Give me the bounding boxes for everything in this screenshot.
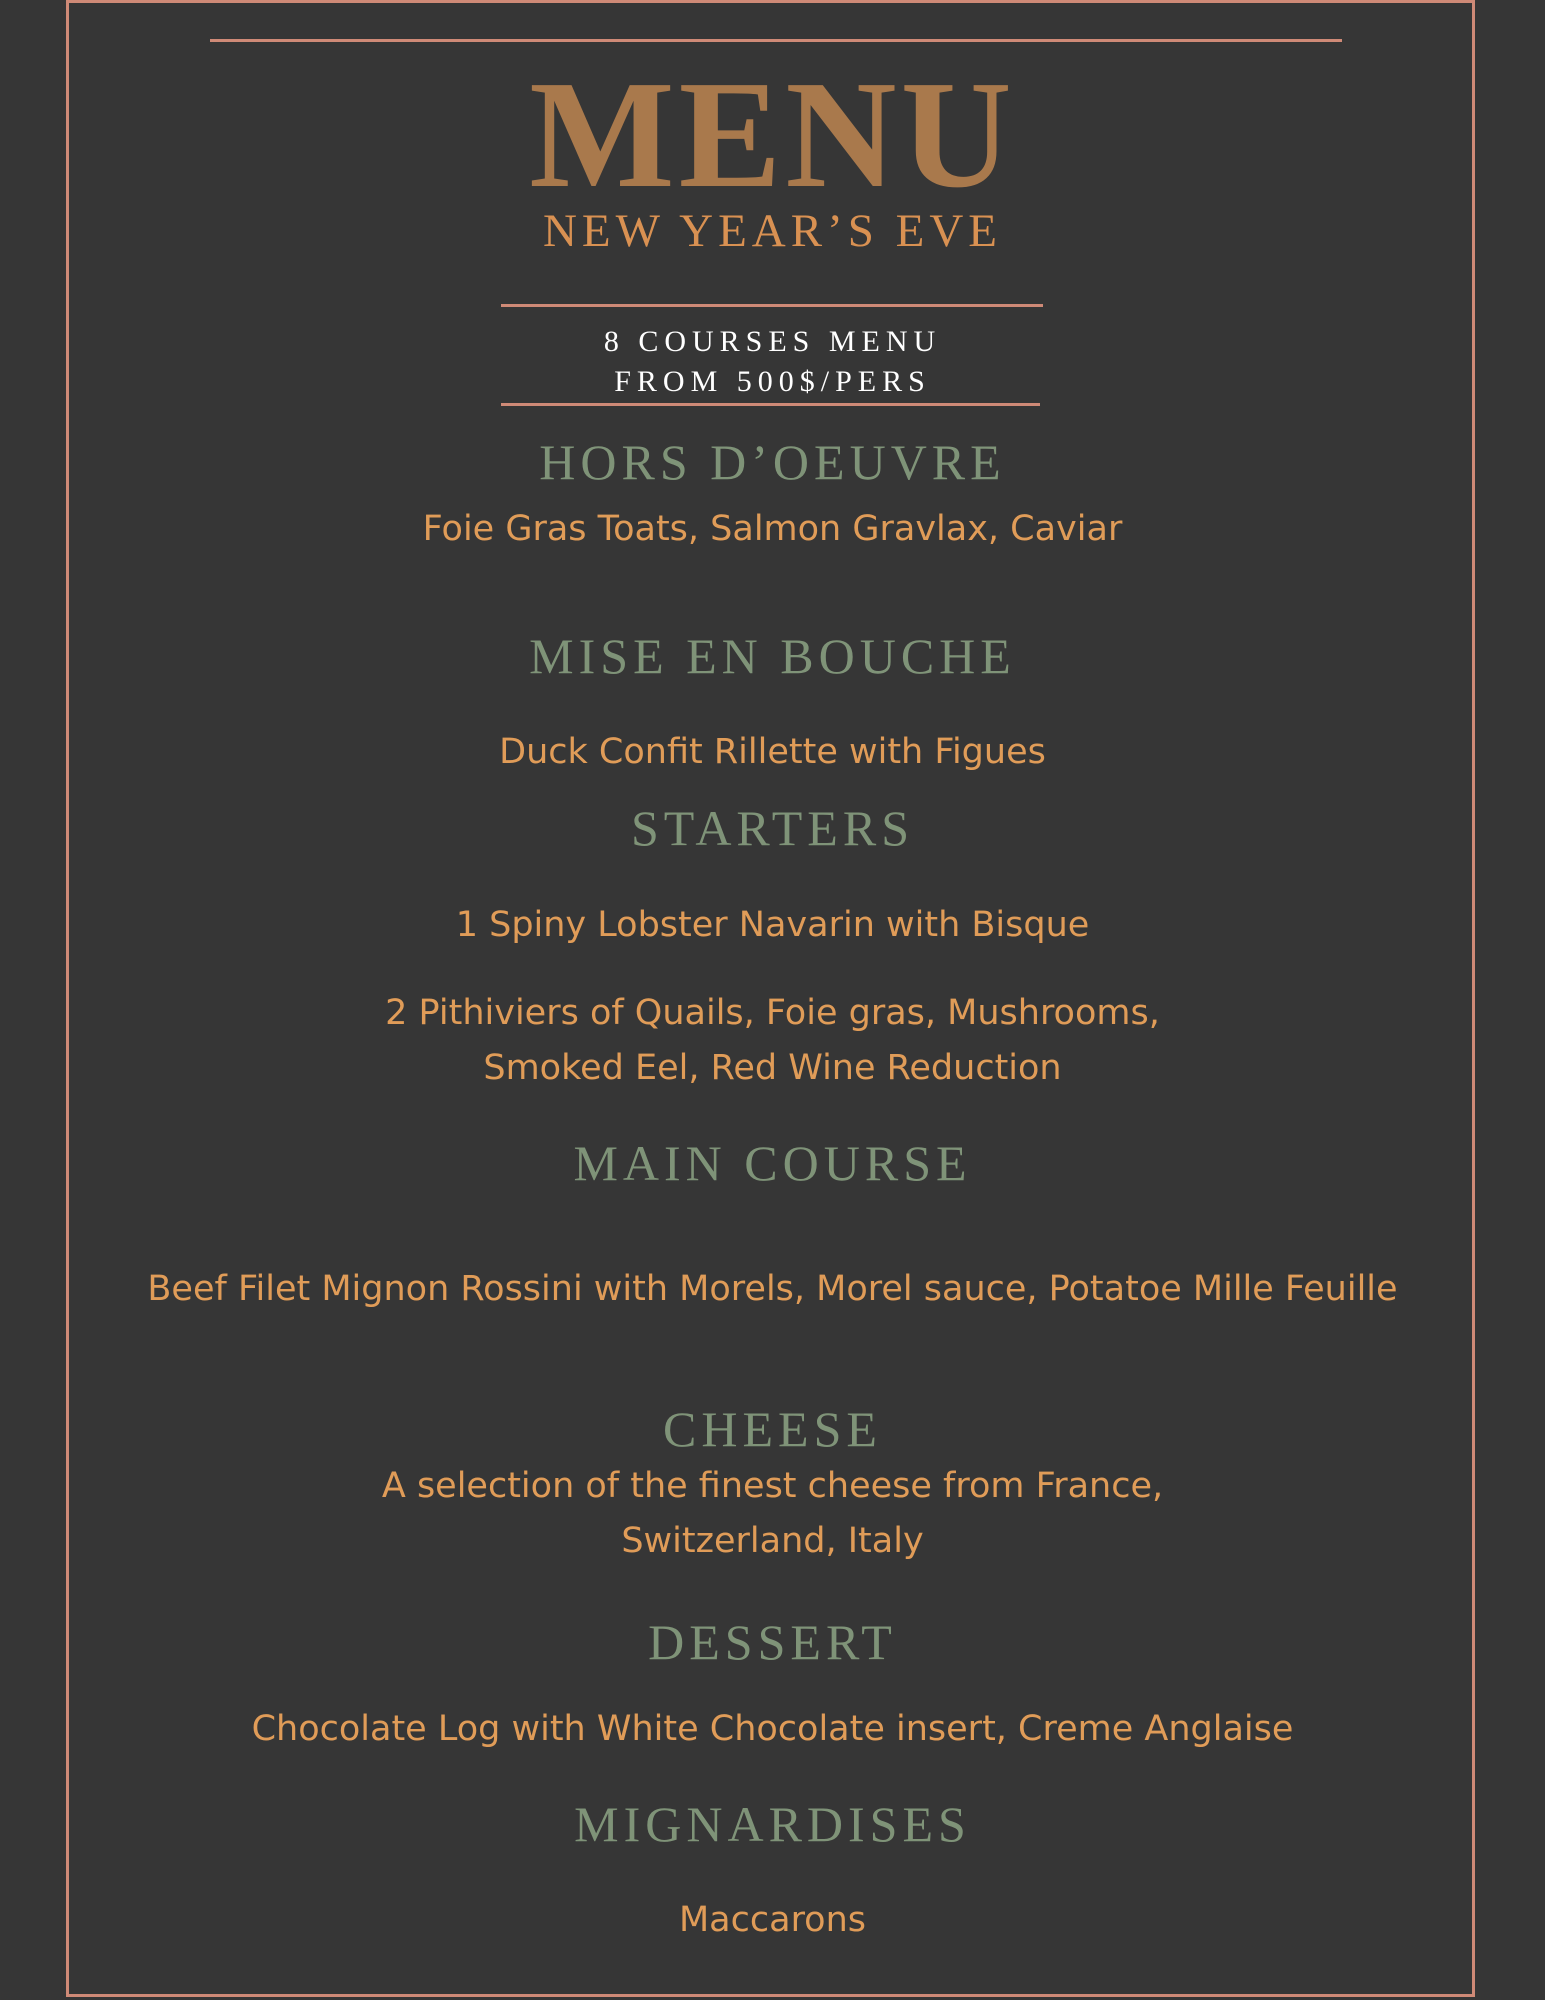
section-heading-dessert: DESSERT <box>648 1614 897 1670</box>
menu-title: MENU <box>529 50 1016 220</box>
menu-item: Duck Confit Rillette with Figues <box>499 732 1046 772</box>
section-heading-mignardises: MIGNARDISES <box>574 1796 971 1852</box>
courses-count: 8 COURSES MENU <box>603 325 942 358</box>
menu-item: Foie Gras Toats, Salmon Gravlax, Caviar <box>422 509 1123 549</box>
section-heading-mise-en-bouche: MISE EN BOUCHE <box>529 628 1016 684</box>
price-per-person: FROM 500$/PERS <box>614 365 931 398</box>
menu-item: 2 Pithiviers of Quails, Foie gras, Mushrooms, <box>385 993 1160 1033</box>
section-heading-starters: STARTERS <box>630 800 915 856</box>
menu-item: Chocolate Log with White Chocolate insert, Creme Anglaise <box>251 1709 1294 1749</box>
menu-item: Maccarons <box>678 1900 867 1940</box>
menu-item: Smoked Eel, Red Wine Reduction <box>483 1048 1062 1088</box>
menu-item: 1 Spiny Lobster Navarin with Bisque <box>455 905 1090 945</box>
menu-item: Switzerland, Italy <box>621 1521 924 1561</box>
courses-bottom-divider <box>501 403 1040 406</box>
courses-top-divider <box>501 304 1043 307</box>
section-heading-cheese: CHEESE <box>663 1401 882 1457</box>
section-heading-main-course: MAIN COURSE <box>573 1135 972 1191</box>
menu-item: A selection of the finest cheese from France, <box>381 1466 1164 1506</box>
section-heading-hors-doeuvre: HORS D’OEUVRE <box>539 434 1006 490</box>
menu-subtitle: NEW YEAR’S EVE <box>542 205 1002 257</box>
menu-item: Beef Filet Mignon Rossini with Morels, Morel sauce, Potatoe Mille Feuille <box>147 1269 1398 1309</box>
top-divider <box>210 39 1342 42</box>
